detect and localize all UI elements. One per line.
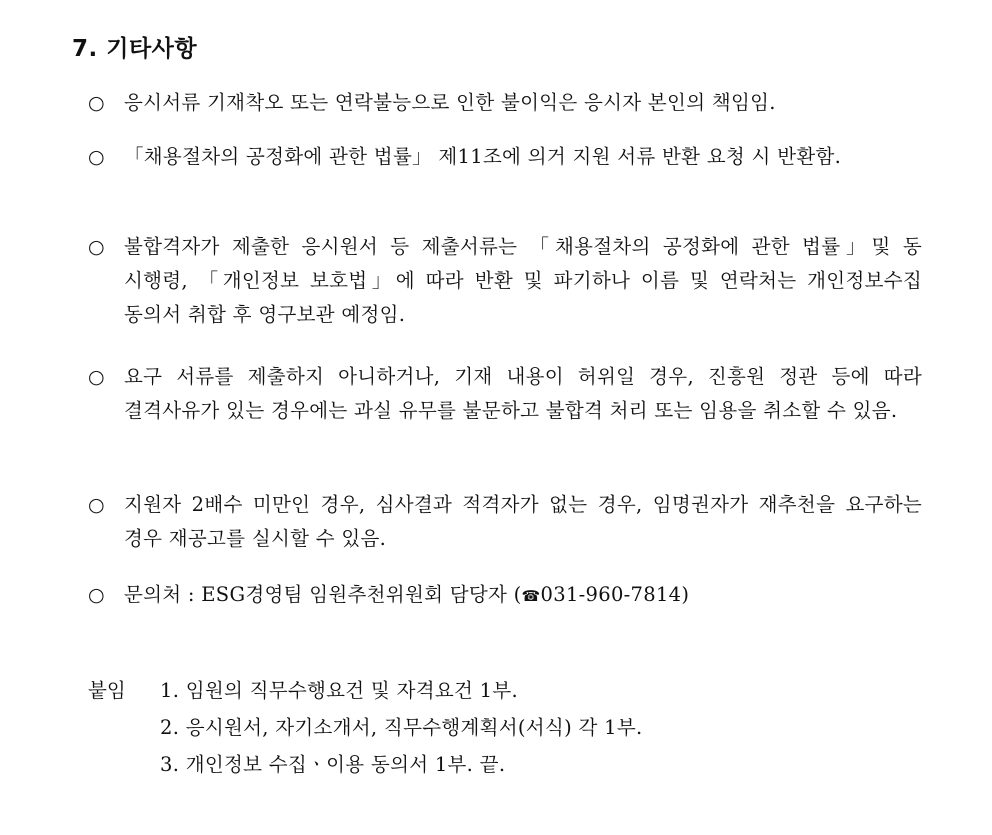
list-item-text: 응시서류 기재착오 또는 연락불능으로 인한 불이익은 응시자 본인의 책임임.: [124, 91, 776, 114]
phone-icon: ☎: [521, 587, 541, 605]
circle-bullet-icon: ○: [88, 584, 105, 606]
section-title: 7. 기타사항: [72, 36, 198, 62]
attachment-item: 1. 임원의 직무수행요건 및 자격요건 1부.: [160, 679, 518, 702]
list-item-text: 「채용절차의 공정화에 관한 법률」 제11조에 의거 지원 서류 반환 요청 시 반환함.: [124, 145, 842, 168]
list-item: [88, 230, 922, 332]
list-item: [88, 488, 922, 556]
list-item: [88, 140, 922, 174]
attachment-item: 3. 개인정보 수집ㆍ이용 동의서 1부. 끝.: [160, 753, 506, 776]
attachments-list: [160, 672, 922, 783]
list-item-text: 요구 서류를 제출하지 아니하거나, 기재 내용이 허위일 경우, 진흥원 정관 등에 따라 결격사유가 있는 경우에는 과실 유무를 불문하고 불합격 처리 또는 임용을 취소할 수 있음.: [124, 365, 922, 422]
contact-label: 문의처 : ESG경영팀 임원추천위원회 담당자 (: [124, 583, 522, 606]
list-item: [88, 360, 922, 428]
attachment-item: 2. 응시원서, 자기소개서, 직무수행계획서(서식) 각 1부.: [160, 716, 643, 739]
contact-item: [88, 578, 922, 613]
circle-bullet-icon: ○: [88, 494, 105, 516]
attachments-label: 붙임: [88, 679, 126, 702]
circle-bullet-icon: ○: [88, 236, 105, 258]
list-item-text: 불합격자가 제출한 응시원서 등 제출서류는 「채용절차의 공정화에 관한 법률」및 동 시행령, 「개인정보 보호법」에 따라 반환 및 파기하나 이름 및 연락처는 개인정보수집 동의서 취합 후 영구보관 예정임.: [124, 235, 922, 326]
circle-bullet-icon: ○: [88, 366, 105, 388]
circle-bullet-icon: ○: [88, 146, 105, 168]
list-item: [88, 86, 922, 120]
contact-text: [124, 578, 922, 613]
list-item-text: 지원자 2배수 미만인 경우, 심사결과 적격자가 없는 경우, 임명권자가 재추천을 요구하는 경우 재공고를 실시할 수 있음.: [124, 493, 922, 550]
attachments: [88, 672, 922, 783]
circle-bullet-icon: ○: [88, 92, 105, 114]
contact-phone: 031-960-7814): [540, 583, 690, 606]
